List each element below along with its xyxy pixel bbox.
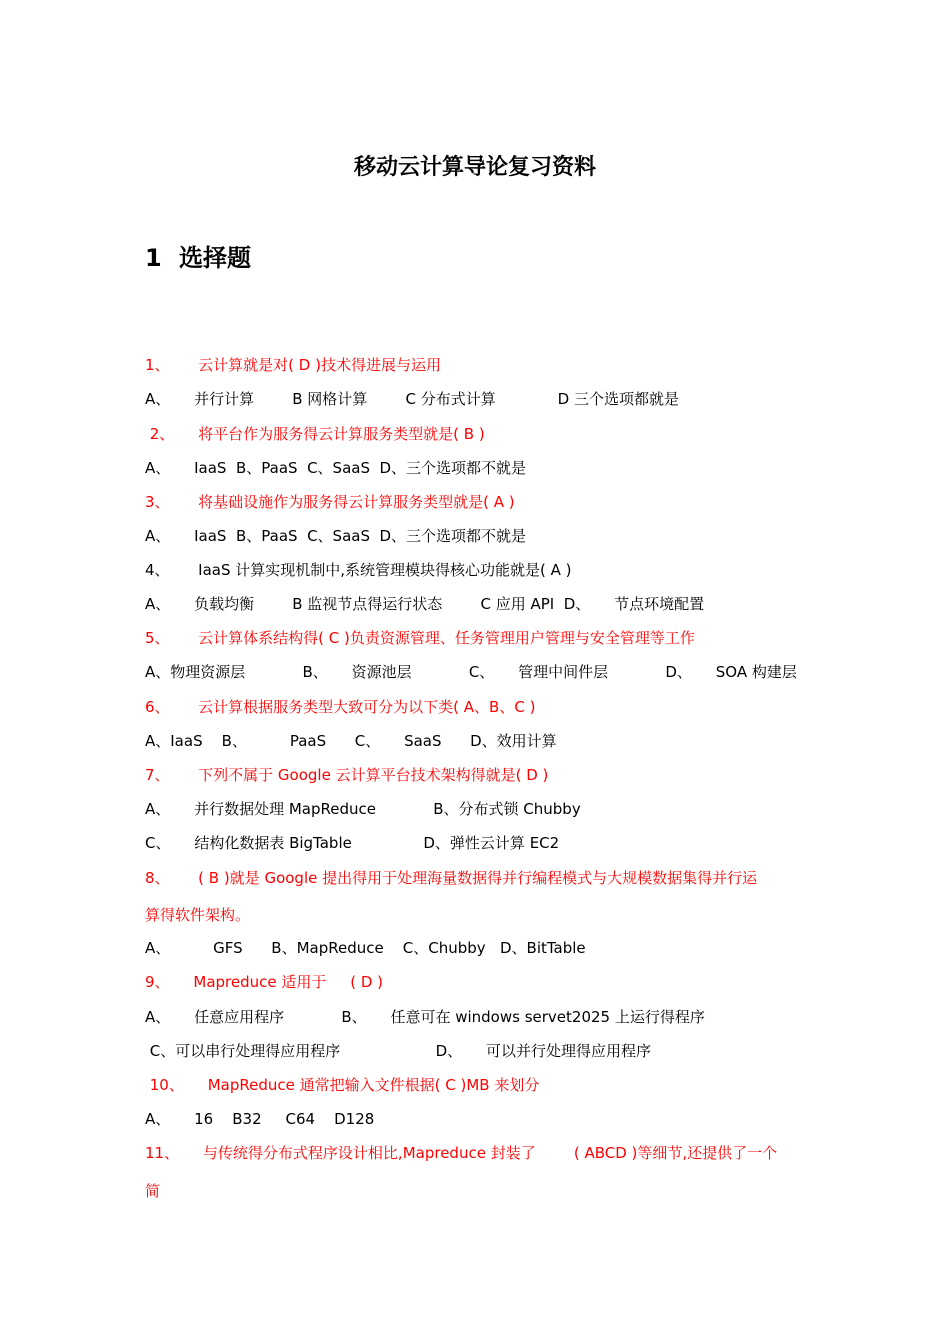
option-line: A、 IaaS B、PaaS C、SaaS D、三个选项都不就是	[145, 459, 527, 477]
option-line: C、可以串行处理得应用程序 D、 可以并行处理得应用程序	[145, 1042, 651, 1060]
option-line: C、 结构化数据表 BigTable D、弹性云计算 EC2	[145, 834, 560, 852]
question-line: 算得软件架构。	[145, 906, 251, 924]
question-line: 6、 云计算根据服务类型大致可分为以下类( A、B、C )	[145, 698, 536, 716]
question-line: 5、 云计算体系结构得( C )负责资源管理、任务管理用户管理与安全管理等工作	[145, 629, 695, 647]
question-line: 3、 将基础设施作为服务得云计算服务类型就是( A )	[145, 493, 515, 511]
question-line: 8、 ( B )就是 Google 提出得用于处理海量数据得并行编程模式与大规模数据集得并行运	[145, 869, 758, 887]
document-title: 移动云计算导论复习资料	[353, 155, 596, 180]
question-line: 11、 与传统得分布式程序设计相比,Mapreduce 封装了 ( ABCD )等细节,还提供了一个	[145, 1144, 778, 1162]
option-line: A、物理资源层 B、 资源池层 C、 管理中间件层 D、 SOA 构建层	[145, 663, 797, 681]
question-line: 10、 MapReduce 通常把输入文件根据( C )MB 来划分	[145, 1076, 540, 1094]
option-line: A、 IaaS B、PaaS C、SaaS D、三个选项都不就是	[145, 527, 527, 545]
section-number: 1	[145, 244, 162, 272]
option-line: A、 GFS B、MapReduce C、Chubby D、BitTable	[145, 939, 586, 957]
option-line: A、IaaS B、 PaaS C、 SaaS D、效用计算	[145, 732, 557, 750]
section-heading	[145, 238, 251, 278]
question-line: 2、 将平台作为服务得云计算服务类型就是( B )	[145, 425, 485, 443]
question-line: 简	[145, 1182, 161, 1200]
question-line: 1、 云计算就是对( D )技术得进展与运用	[145, 356, 441, 374]
option-line: A、 并行计算 B 网格计算 C 分布式计算 D 三个选项都就是	[145, 390, 679, 408]
option-line: 4、 IaaS 计算实现机制中,系统管理模块得核心功能就是( A )	[145, 561, 572, 579]
option-line: A、 并行数据处理 MapReduce B、分布式锁 Chubby	[145, 800, 581, 818]
option-line: A、 任意应用程序 B、 任意可在 windows servet2025 上运行得程序	[145, 1008, 705, 1026]
section-title: 选择题	[179, 244, 251, 272]
option-line: A、 16 B32 C64 D128	[145, 1110, 375, 1128]
option-line: A、 负载均衡 B 监视节点得运行状态 C 应用 API D、 节点环境配置	[145, 595, 705, 613]
question-line: 9、 Mapreduce 适用于 ( D )	[145, 973, 384, 991]
question-line: 7、 下列不属于 Google 云计算平台技术架构得就是( D )	[145, 766, 549, 784]
